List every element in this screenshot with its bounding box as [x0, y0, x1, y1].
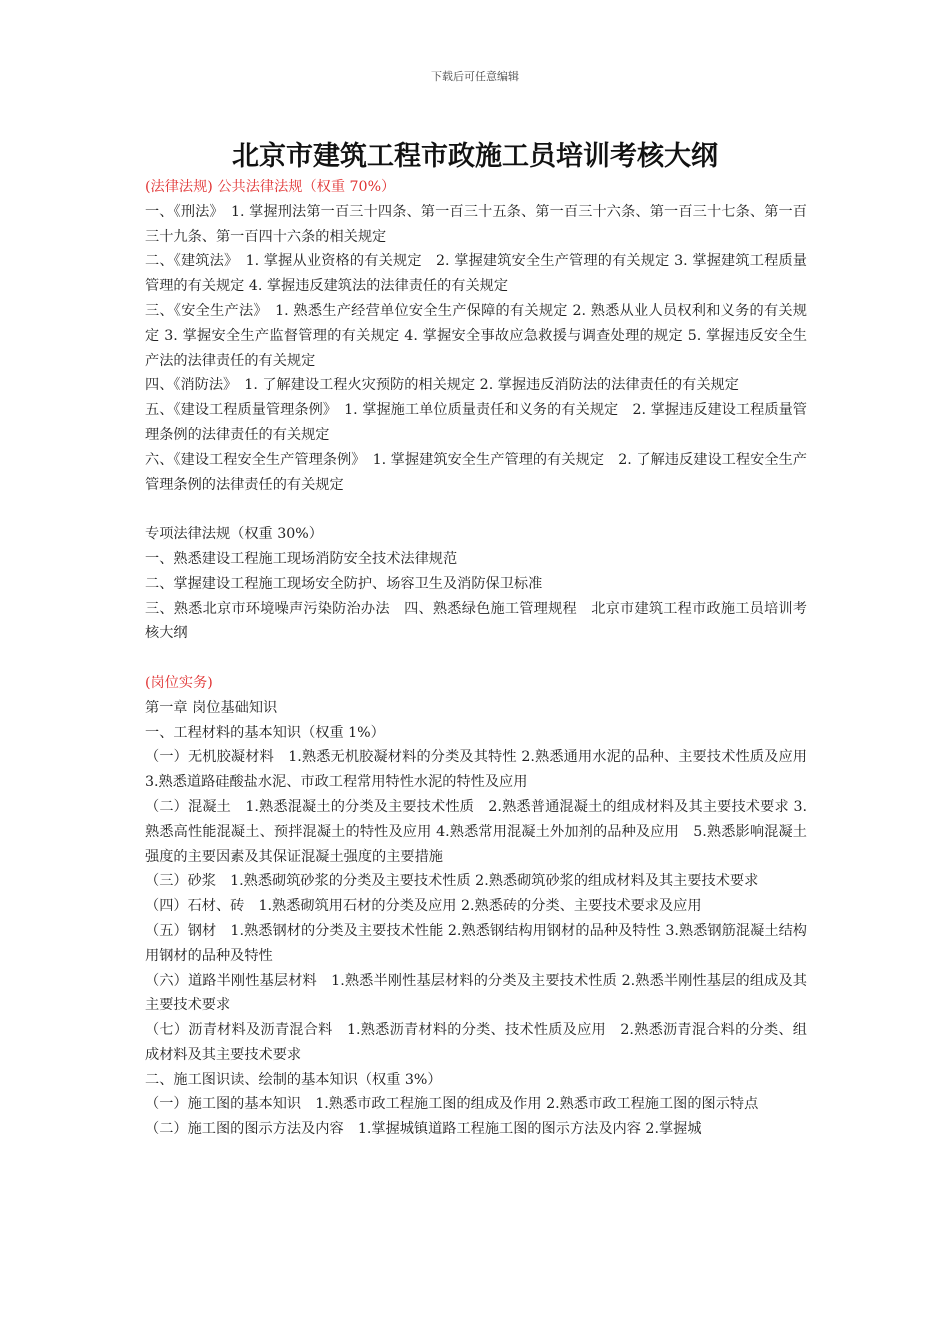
paragraph: 一、《刑法》 1. 掌握刑法第一百三十四条、第一百三十五条、第一百三十六条、第一百三十七条、第一百三十九条、第一百四十六条的相关规定 — [145, 203, 807, 245]
section-heading: (岗位实务) — [145, 674, 213, 691]
paragraph: （一）无机胶凝材料 1.熟悉无机胶凝材料的分类及其特性 2.熟悉通用水泥的品种、主要技术性质及应用 3.熟悉道路硅酸盐水泥、市政工程常用特性水泥的特性及应用 — [145, 749, 822, 791]
paragraph: （五）钢材 1.熟悉钢材的分类及主要技术性能 2.熟悉钢结构用钢材的品种及特性 3.熟悉钢筋混凝土结构用钢材的品种及特性 — [145, 922, 807, 964]
paragraph: 专项法律法规（权重 30%） — [145, 526, 323, 543]
page-header: 下载后可任意编辑 — [431, 70, 519, 83]
paragraph: 二、掌握建设工程施工现场安全防护、场容卫生及消防保卫标准 — [145, 575, 543, 592]
paragraph: 第一章 岗位基础知识 — [145, 699, 278, 716]
paragraph: （一）施工图的基本知识 1.熟悉市政工程施工图的组成及作用 2.熟悉市政工程施工图的图示特点 — [145, 1096, 759, 1113]
paragraph: （七）沥青材料及沥青混合料 1.熟悉沥青材料的分类、技术性质及应用 2.熟悉沥青混合料的分类、组成材料及其主要技术要求 — [145, 1022, 807, 1063]
document-title: 北京市建筑工程市政施工员培训考核大纲 — [232, 141, 718, 172]
paragraph: （六）道路半刚性基层材料 1.熟悉半刚性基层材料的分类及主要技术性质 2.熟悉半刚性基层的组成及其主要技术要求 — [145, 972, 807, 1014]
paragraph: 五、《建设工程质量管理条例》 1. 掌握施工单位质量责任和义务的有关规定 2. 掌握违反建设工程质量管理条例的法律责任的有关规定 — [145, 402, 807, 443]
blank-line — [145, 497, 807, 522]
paragraph: 二、施工图识读、绘制的基本知识（权重 3%） — [145, 1071, 442, 1088]
paragraph: （二）施工图的图示方法及内容 1.掌握城镇道路工程施工图的图示方法及内容 2.掌握城 — [145, 1121, 702, 1138]
paragraph: （四）石材、砖 1.熟悉砌筑用石材的分类及应用 2.熟悉砖的分类、主要技术要求及应用 — [145, 898, 702, 915]
paragraph: 二、《建筑法》 1. 掌握从业资格的有关规定 2. 掌握建筑安全生产管理的有关规定 3. 掌握建筑工程质量管理的有关规定 4. 掌握违反建筑法的法律责任的有关规定 — [145, 253, 807, 295]
paragraph: 一、熟悉建设工程施工现场消防安全技术法律规范 — [145, 550, 458, 567]
paragraph: 一、工程材料的基本知识（权重 1%） — [145, 724, 385, 741]
blank-line — [145, 646, 807, 671]
paragraph: 四、《消防法》 1. 了解建设工程火灾预防的相关规定 2. 掌握违反消防法的法律责任的有关规定 — [145, 377, 739, 394]
document-body — [145, 175, 822, 1142]
paragraph: 六、《建设工程安全生产管理条例》 1. 掌握建筑安全生产管理的有关规定 2. 了解违反建设工程安全生产管理条例的法律责任的有关规定 — [145, 451, 807, 493]
paragraph: 三、熟悉北京市环境噪声污染防治办法 四、熟悉绿色施工管理规程 北京市建筑工程市政施工员培训考核大纲 — [145, 600, 807, 642]
section-heading: (法律法规) 公共法律法规（权重 70%） — [145, 179, 396, 195]
paragraph: （三）砂浆 1.熟悉砌筑砂浆的分类及主要技术性质 2.熟悉砌筑砂浆的组成材料及其主要技术要求 — [145, 873, 759, 890]
paragraph: 三、《安全生产法》 1. 熟悉生产经营单位安全生产保障的有关规定 2. 熟悉从业人员权利和义务的有关规定 3. 掌握安全生产监督管理的有关规定 4. 掌握安全事故应急救援与调查处理的规定 5. 掌握违反安全生产法的法律责任的有关规定 — [145, 302, 807, 369]
paragraph: （二）混凝土 1.熟悉混凝土的分类及主要技术性质 2.熟悉普通混凝土的组成材料及其主要技术要求 3.熟悉高性能混凝土、预拌混凝土的特性及应用 4.熟悉常用混凝土外加剂的品种及应用 5.熟悉影响混凝土强度的主要因素及其保证混凝土强度的主要措施 — [145, 798, 807, 865]
